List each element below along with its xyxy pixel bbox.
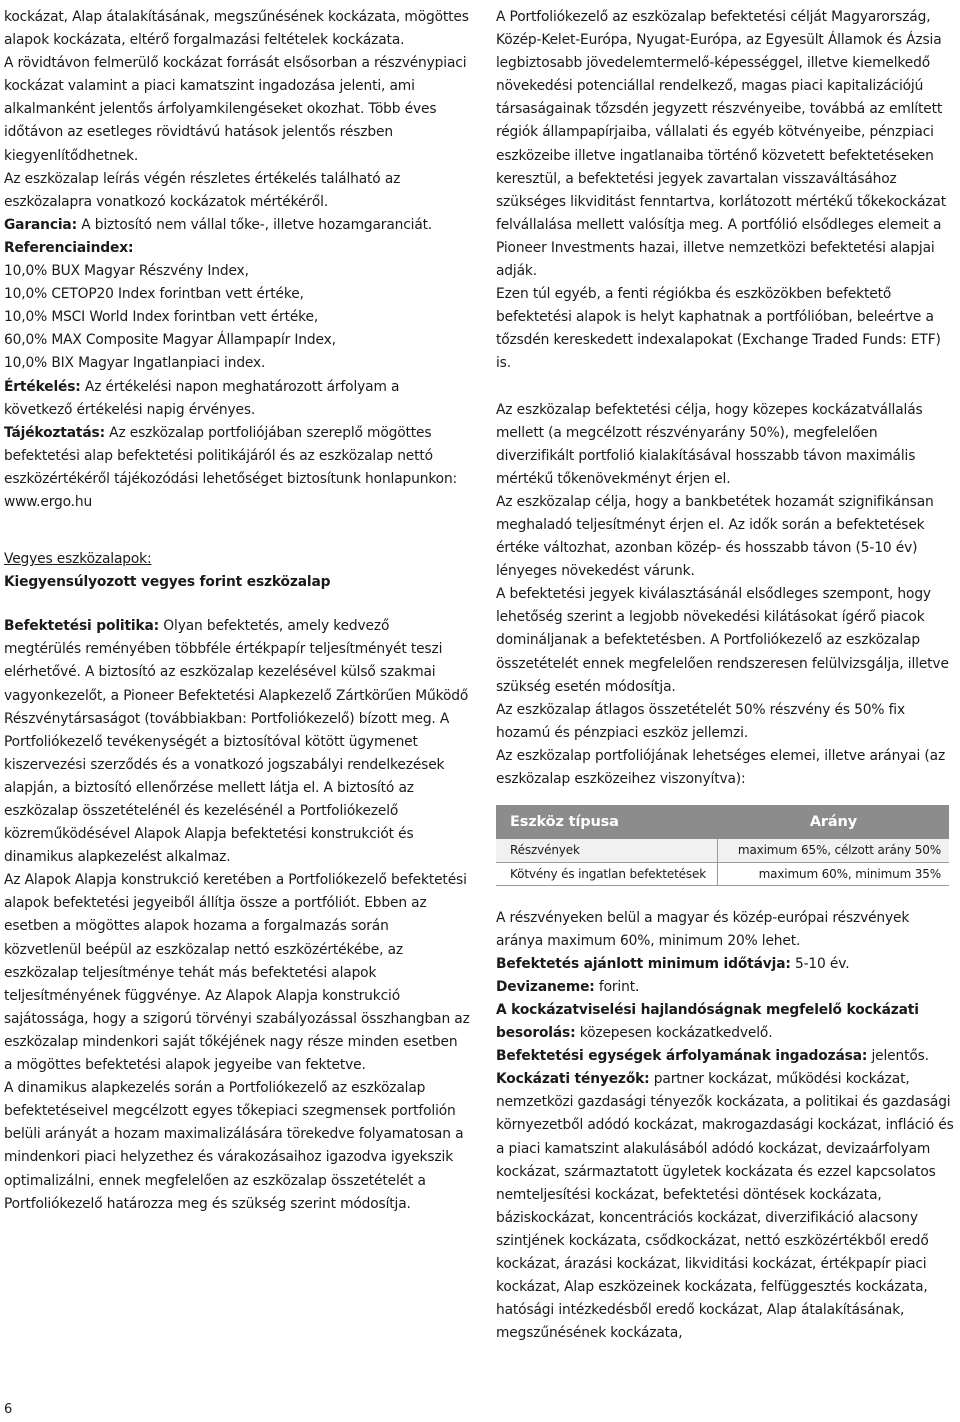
volatility-label: Befektetési egységek árfolyamának ingadozása: [496, 1048, 868, 1065]
page-number: 6 [4, 1402, 13, 1417]
information-paragraph [4, 422, 470, 514]
risk-classification-label: A kockázatviselési hajlandóságnak megfelelő kockázati besorolás: [496, 1001, 919, 1042]
reference-index-item: 10,0% BUX Magyar Részvény Index, [4, 263, 249, 280]
horizon-text: 5-10 év. [790, 955, 850, 972]
currency-paragraph [496, 976, 958, 999]
risk-continuation-paragraph: kockázat, Alap átalakításának, megszűnésének kockázata, mögöttes alapok kockázata, eltérő forgalmazási feltételek kockázata. [4, 9, 469, 49]
valuation-text: Az értékelési napon meghatározott árfolyam a következő értékelési napig érvényes. [4, 378, 400, 418]
funds-of-funds-paragraph: Az Alapok Alapja konstrukció keretében a Portfoliókezelő befektetési alapok befektetési jegyeiből állítja össze a portfóliót. Ebben az esetben a mögöttes alapok hozama a forgalmazás során közvetlenül beépül az eszközalap nettó eszközértékébe, az eszközalap teljesítménye tehát más befektetési alapok teljesítményének függvénye. Az Alapok Alapja konstrukció sajátossága, hogy a szigorú törvényi szabályozással összhangban az eszközalap mindenkori saját tőkéjének nagy része minden esetben a mögöttes befektetési alapok jegyeibe van fektetve. [4, 872, 470, 1074]
risk-factors-text: partner kockázat, működési kockázat, nemzetközi gazdasági tényezők kockázata, a politikai és gazdasági környezetből adódó kockázat, makrogazdasági kockázat, infláció és a piaci kamatszint alakulásából adódó kockázat, devizaárfolyam kockázat, származtatott ügyletek kockázata és ezzel kapcsolatos nemteljesítési kockázat, befektetési döntések kockázata, báziskockázat, koncentrációs kockázat, diverzifikáció alacsony szintjének kockázata, csődkockázat, nettó eszközértékből eredő kockázat, árazási kockázat, likviditási kockázat, értékpapír piaci kockázat, Alap eszközeinek kockázata, felfüggesztés kockázata, hatósági intézkedésből eredő kockázat, Alap átalakításának, megszűnésének kockázata, [496, 1071, 954, 1342]
selection-criteria-paragraph: A befektetési jegyek kiválasztásánál elsődleges szempont, hogy lehetőség szerint a legjobb növekedési kilátásokat ígérő piacok domináljanak a befektetésben. A Portfoliókezelő az eszközalap összetételét ennek megfelelően rendszeresen felülvizsgálja, illetve szükség esetén módosítja. [496, 586, 949, 695]
table-cell: Részvények [496, 839, 718, 862]
fund-title-heading: Kiegyensúlyozott vegyes forint eszközalap [4, 574, 331, 591]
average-composition-paragraph: Az eszközalap átlagos összetételét 50% részvény és 50% fix hozamú és pénzpiaci eszköz jellemzi. [496, 701, 905, 741]
table-cell: maximum 65%, célzott arány 50% [718, 839, 949, 862]
guarantee-paragraph [4, 214, 470, 237]
risk-classification-paragraph [496, 999, 958, 1045]
table-header-row [496, 805, 949, 839]
reference-index-item: 10,0% MSCI World Index forintban vett értéke, [4, 309, 319, 326]
reference-index-item: 10,0% BIX Magyar Ingatlanpiaci index. [4, 355, 266, 372]
table-cell: maximum 60%, minimum 35% [718, 862, 949, 885]
guarantee-text: A biztosító nem vállal tőke-, illetve hozamgaranciát. [76, 216, 433, 233]
evaluation-note-paragraph: Az eszközalap leírás végén részletes értékelés található az eszközalapra vonatkozó kockázatok mértékéről. [4, 170, 401, 210]
section-category-heading: Vegyes eszközalapok: [4, 551, 152, 568]
valuation-label: Értékelés: [4, 378, 81, 395]
information-label: Tájékoztatás: [4, 424, 105, 441]
reference-index-item: 60,0% MAX Composite Magyar Állampapír Index, [4, 332, 336, 349]
reference-index-item: 10,0% CETOP20 Index forintban vett értéke, [4, 286, 304, 303]
information-text: Az eszközalap portfoliójában szereplő mögöttes befektetési alap befektetési politikájáról és az eszközalap nettó eszközértékéről tájékozódási lehetőséget biztosítunk honlapunkon: www.ergo.hu [4, 424, 458, 510]
spacer [496, 376, 958, 399]
risk-classification-text: közepesen kockázatkedvelő. [575, 1025, 773, 1042]
spacer [4, 594, 470, 615]
investment-policy-text: Olyan befektetés, amely kedvező megtérülés reményében többféle értékpapír teljesítményét teszi elérhetővé. A biztosító az eszközalap kezelésével külső szakmai vagyonkezelőt, a Pioneer Befektetési Alapkezelő Zártkörűen Működő Részvénytársaságot (továbbiakban: Portfoliókezelő) bízott meg. A Portfoliókezelő tevékenységét a biztosítóval kötött ügymenet kiszervezési szerződés és a vonatkozó jogszabályi rendelkezések alapján, a biztosító ellenőrzése mellett látja el. A biztosító az eszközalap összetételénél és kezelésénél a Portfoliókezelő közreműködésével Alapok Alapja befektetési konstrukciót és dinamikus alapkezelést alkalmaz. [4, 618, 469, 866]
dynamic-management-paragraph: A dinamikus alapkezelés során a Portfoliókezelő az eszközalap befektetéseivel megcélzott egyes tőkepiaci szegmensek portfolión belüli arányát a hozam maximalizálására törekedve folyamatosan a mindenkori piaci helyzethez és várakozásaihoz igazodva igyekszik optimalizálni, ennek megfelelően az eszközalap összetételét a Portfoliókezelő határozza meg és szükség szerint módosítja. [4, 1080, 464, 1212]
horizon-paragraph [496, 953, 958, 976]
volatility-paragraph [496, 1045, 958, 1068]
table-cell: Kötvény és ingatlan befektetések [496, 862, 718, 885]
currency-label: Devizaneme: [496, 978, 595, 995]
column-header-asset-type: Eszköz típusa [496, 805, 718, 839]
left-column [4, 6, 470, 1216]
risk-factors-paragraph [496, 1068, 958, 1345]
currency-text: forint. [594, 978, 640, 995]
table-row [496, 839, 949, 862]
other-funds-paragraph: Ezen túl egyéb, a fenti régiókba és eszközökben befektető befektetési alapok is helyt kaphatnak a portfólióban, beleértve a tőzsdén kereskedett indexalapokat (Exchange Traded Funds: ETF) is. [496, 286, 941, 372]
investment-policy-paragraph [4, 615, 470, 869]
investment-goal-paragraph: Az eszközalap befektetési célja, hogy közepes kockázatvállalás mellett (a megcélzott részvényarány 50%), megfelelően diverzifikált portfolió kialakításával hosszabb távon maximális mértékű tőkenövekményt érjen el. [496, 401, 923, 487]
horizon-label: Befektetés ajánlott minimum időtávja: [496, 955, 791, 972]
valuation-paragraph [4, 376, 470, 422]
reference-index-label: Referenciaindex: [4, 239, 134, 256]
right-column [496, 6, 958, 1345]
table-row [496, 862, 949, 885]
volatility-text: jelentős. [867, 1048, 929, 1065]
risk-factors-label: Kockázati tényezők: [496, 1071, 650, 1088]
equity-share-paragraph: A részvényeken belül a magyar és közép-európai részvények aránya maximum 60%, minimum 20% lehet. [496, 909, 910, 949]
asset-ratio-table [496, 805, 949, 886]
investment-policy-label: Befektetési politika: [4, 618, 160, 635]
short-term-risk-paragraph: A rövidtávon felmerülő kockázat forrását elsősorban a részvénypiaci kockázat valamint a piaci kamatszint ingadozása jelenti, ami alkalmanként jelentős árfolyamkilengéseket okozhat. Több éves időtávon az esetleges rövidtávú hatások jelentős részben kiegyenlítődhetnek. [4, 55, 467, 164]
column-header-ratio: Arány [718, 805, 949, 839]
portfolio-manager-goal-paragraph: A Portfoliókezelő az eszközalap befektetési célját Magyarország, Közép-Kelet-Európa, Nyugat-Európa, az Egyesült Államok és Ázsia legbiztosabb jövedelemtermelő-képességgel, illetve kiemelkedő növekedési potenciállal rendelkező, magas piaci kapitalizációjú társaságainak tőzsdén jegyzett részvényeibe, továbbá az említett régiók állampapírjaiba, vállalati és egyéb kötvényeibe, pénzpiaci eszközeibe illetve ingatlanaiba történő közvetett befektetéseken keresztül, a befektetési jegyek zavartalan visszaváltásához szükséges likviditást fenntartva, korlátozott mértékű tőkekockázat felvállalása mellett valósítja meg. A portfólió elsődleges elemeit a Pioneer Investments hazai, illetve nemzetközi befektetési alapjai adják. [496, 9, 946, 280]
possible-elements-paragraph: Az eszközalap portfoliójának lehetséges elemei, illetve arányai (az eszközalap eszközeihez viszonyítva): [496, 747, 946, 787]
spacer [4, 514, 470, 548]
bank-deposit-paragraph: Az eszközalap célja, hogy a bankbetétek hozamát szignifikánsan meghaladó teljesítményt érjen el. Az idők során a befektetések értéke változhat, azonban közép- és hosszabb távon (5-10 év) lényeges növekedést várunk. [496, 493, 934, 580]
spacer [496, 886, 958, 907]
guarantee-label: Garancia: [4, 216, 77, 233]
